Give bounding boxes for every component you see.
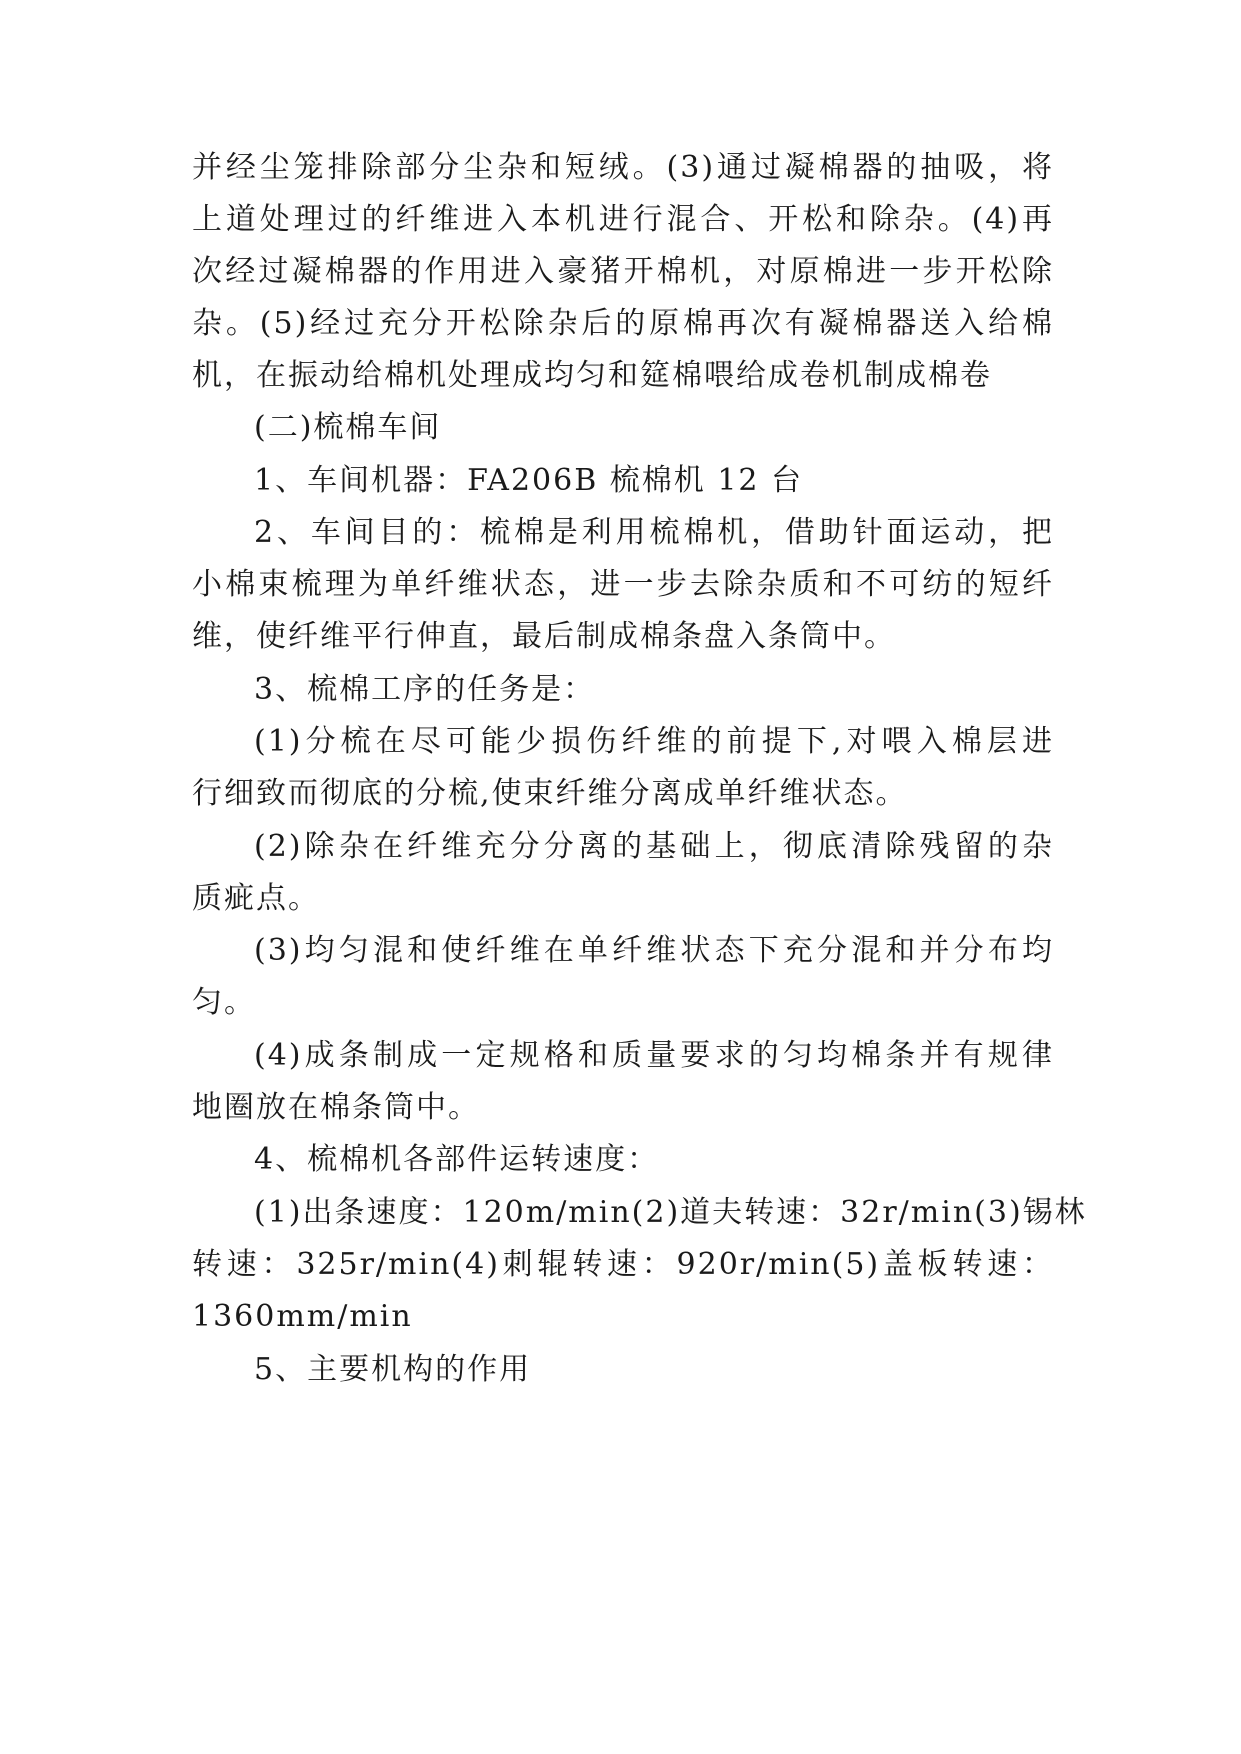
paragraph-line: 小棉束梳理为单纤维状态，进一步去除杂质和不可纺的短纤: [192, 567, 1054, 602]
paragraph-line: 转速：325r/min(4)刺辊转速：920r/min(5)盖板转速：: [192, 1247, 1054, 1282]
list-item: 3、梳棉工序的任务是：: [254, 672, 596, 707]
paragraph-line: 并经尘笼排除部分尘杂和短绒。(3)通过凝棉器的抽吸，将: [192, 150, 1054, 185]
list-item: (2)除杂在纤维充分分离的基础上，彻底清除残留的杂: [254, 829, 1054, 864]
paragraph-line: 地圈放在棉条筒中。: [192, 1090, 480, 1125]
paragraph-line: 1360mm/min: [192, 1299, 413, 1334]
paragraph-line: 质疵点。: [192, 881, 320, 916]
list-item: (4)成条制成一定规格和质量要求的匀均棉条并有规律: [254, 1038, 1054, 1073]
list-item: 1、车间机器：FA206B 梳棉机 12 台: [254, 463, 804, 498]
paragraph-line: 上道处理过的纤维进入本机进行混合、开松和除杂。(4)再: [192, 202, 1054, 237]
list-item: (3)均匀混和使纤维在单纤维状态下充分混和并分布均: [254, 933, 1054, 968]
paragraph-line: 行细致而彻底的分梳,使束纤维分离成单纤维状态。: [192, 776, 908, 811]
paragraph-line: 次经过凝棉器的作用进入豪猪开棉机，对原棉进一步开松除: [192, 254, 1054, 289]
section-heading: (二)梳棉车间: [254, 410, 442, 445]
paragraph-line: 维，使纤维平行伸直，最后制成棉条盘入条筒中。: [192, 619, 896, 654]
list-item: (1)分梳在尽可能少损伤纤维的前提下,对喂入棉层进: [254, 724, 1054, 759]
list-item: 2、车间目的：梳棉是利用梳棉机，借助针面运动，把: [254, 515, 1054, 550]
list-item: (1)出条速度：120m/min(2)道夫转速：32r/min(3)锡林: [254, 1195, 1087, 1230]
paragraph-line: 机，在振动给棉机处理成均匀和筵棉喂给成卷机制成棉卷: [192, 358, 992, 393]
paragraph-line: 杂。(5)经过充分开松除杂后的原棉再次有凝棉器送入给棉: [192, 306, 1054, 341]
list-item: 4、梳棉机各部件运转速度：: [254, 1142, 660, 1177]
paragraph-line: 匀。: [192, 985, 256, 1020]
list-item: 5、主要机构的作用: [254, 1352, 532, 1387]
